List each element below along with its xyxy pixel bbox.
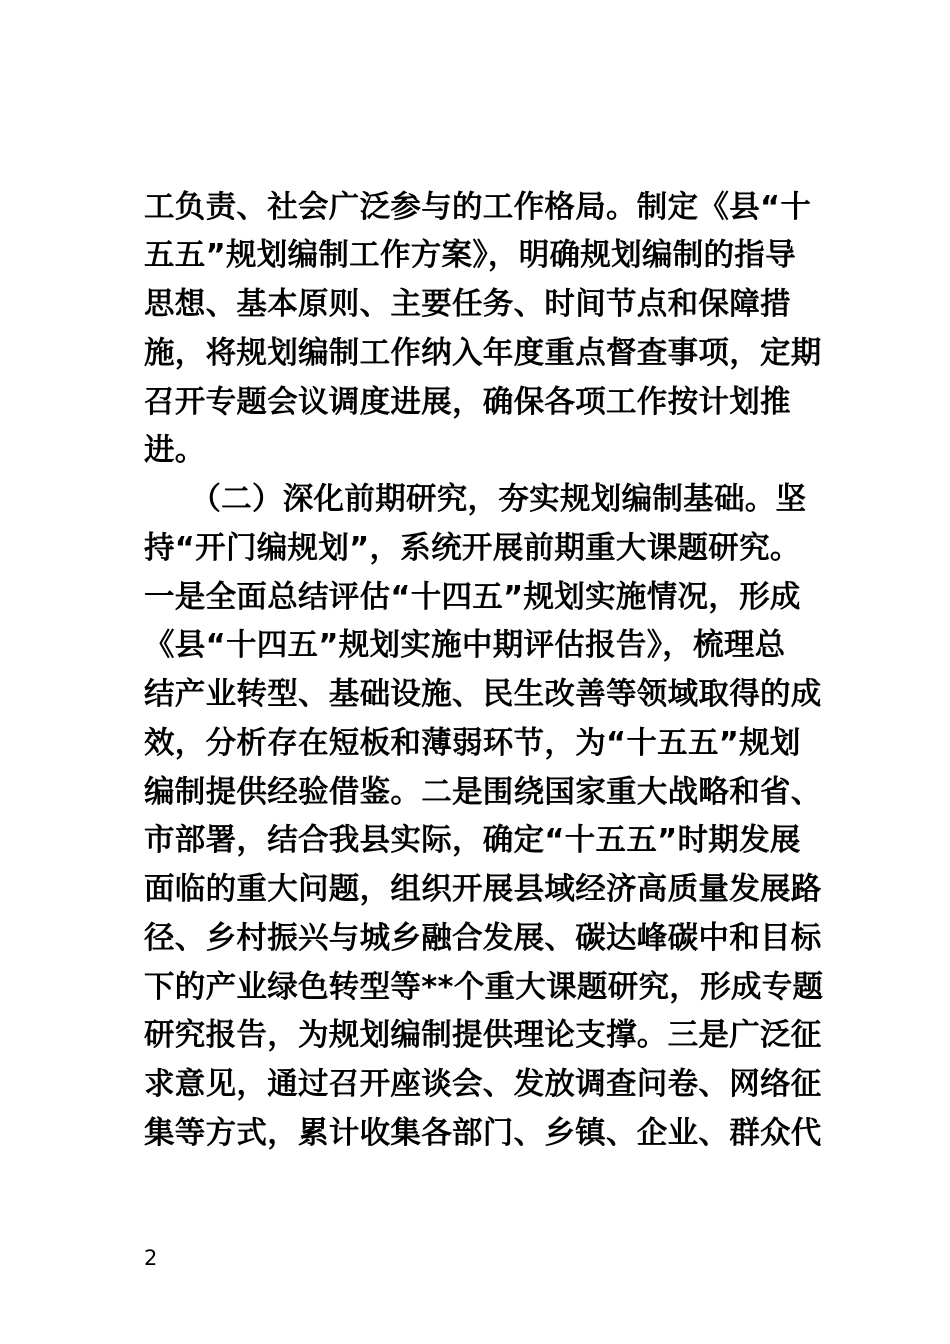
- section-heading-line: （二）深化前期研究，夯实规划编制基础。坚: [144, 482, 807, 517]
- text-line: 面临的重大问题，组织开展县域经济高质量发展路: [144, 872, 822, 907]
- text-line: 市部署，结合我县实际，确定“十五五”时期发展: [144, 823, 801, 858]
- text-line: 工负责、社会广泛参与的工作格局。制定《县“十: [144, 190, 812, 225]
- text-line: 施，将规划编制工作纳入年度重点督查事项，定期: [144, 336, 822, 371]
- page-number: 2: [144, 1246, 158, 1270]
- text-line: 编制提供经验借鉴。二是围绕国家重大战略和省、: [144, 775, 822, 810]
- text-line: 径、乡村振兴与城乡融合发展、碳达峰碳中和目标: [144, 921, 822, 956]
- text-line: 思想、基本原则、主要任务、时间节点和保障措: [144, 287, 791, 322]
- text-line: 结产业转型、基础设施、民生改善等领域取得的成: [144, 677, 822, 712]
- text-line: 进。: [144, 433, 206, 468]
- text-line: 研究报告，为规划编制提供理论支撑。三是广泛征: [144, 1018, 822, 1053]
- text-line: 《县“十四五”规划实施中期评估报告》，梳理总: [144, 628, 786, 663]
- text-line: 五五”规划编制工作方案》，明确规划编制的指导: [144, 238, 796, 273]
- text-line: 持“开门编规划”，系统开展前期重大课题研究。: [144, 531, 801, 566]
- text-line: 一是全面总结评估“十四五”规划实施情况，形成: [144, 580, 801, 615]
- text-line: 集等方式，累计收集各部门、乡镇、企业、群众代: [144, 1116, 822, 1151]
- text-line: 下的产业绿色转型等**个重大课题研究，形成专题: [144, 970, 824, 1005]
- text-line: 召开专题会议调度进展，确保各项工作按计划推: [144, 385, 791, 420]
- text-line: 效，分析存在短板和薄弱环节，为“十五五”规划: [144, 726, 801, 761]
- text-line: 求意见，通过召开座谈会、发放调查问卷、网络征: [144, 1067, 822, 1102]
